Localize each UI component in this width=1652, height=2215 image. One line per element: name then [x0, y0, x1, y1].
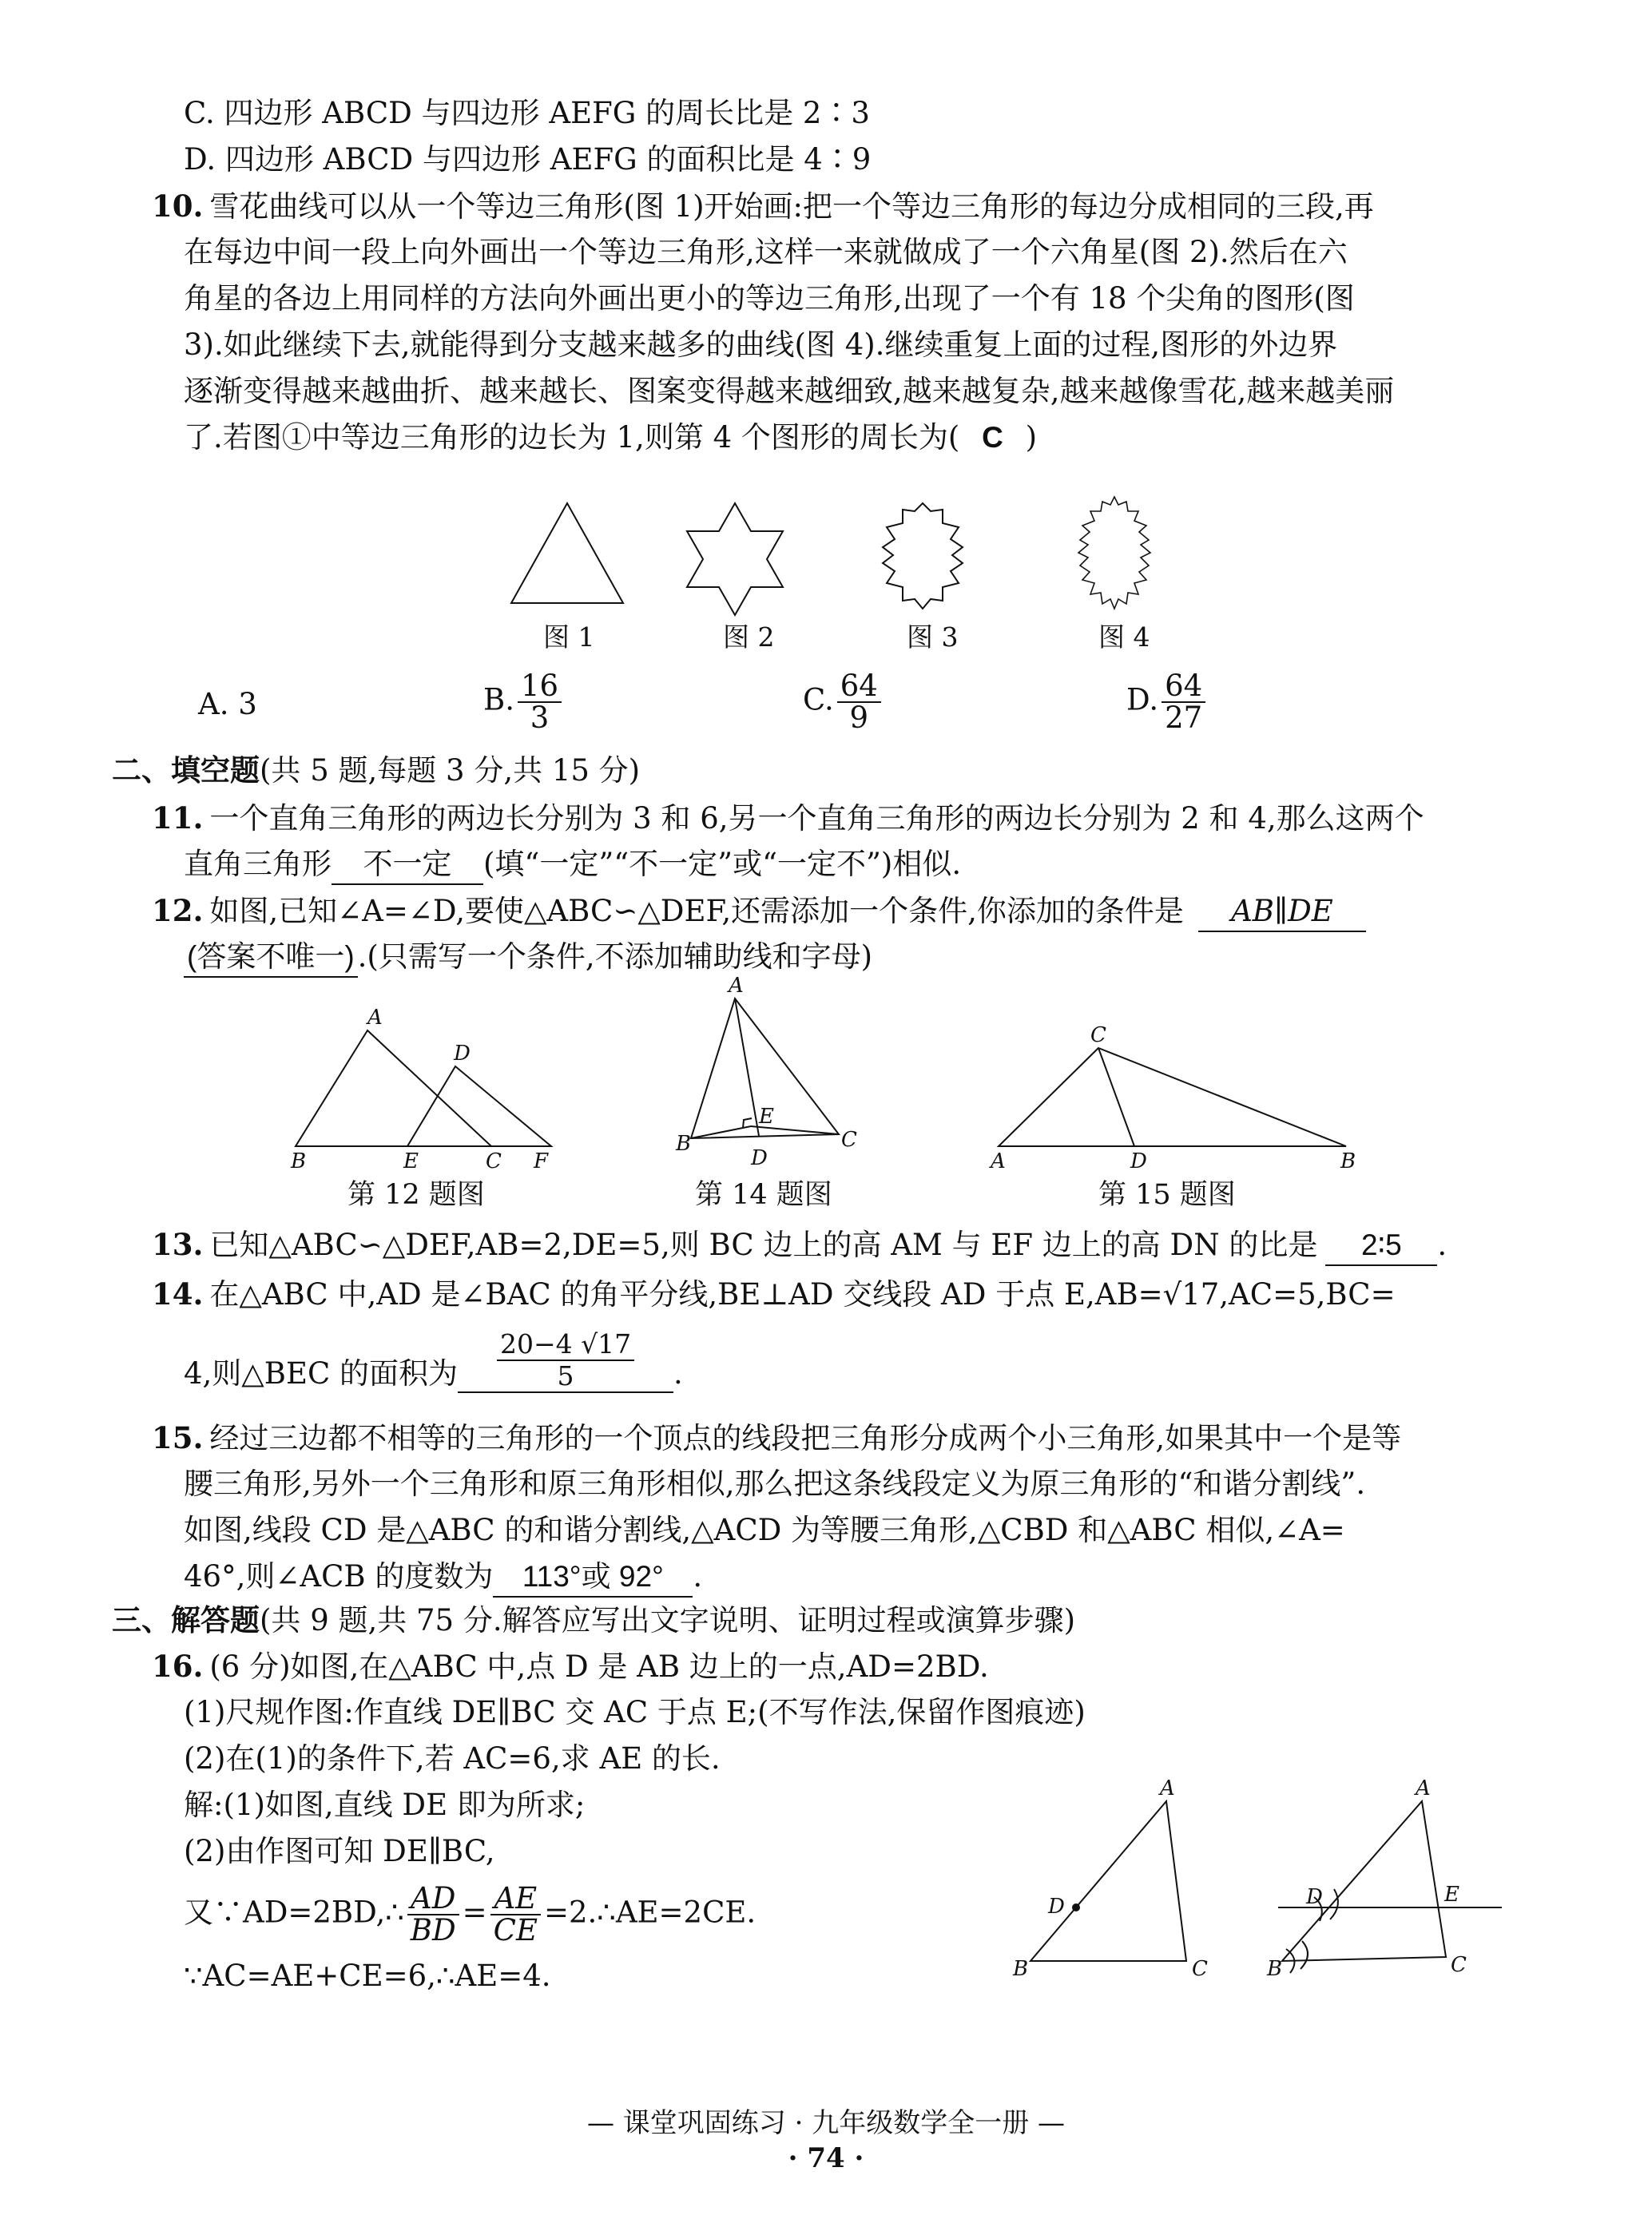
fig14-label-b: B: [676, 1132, 692, 1156]
q16-left-label-c: C: [1192, 1957, 1208, 1981]
q12-text-1: 如图,已知∠A=∠D,要使△ABC∽△DEF,还需添加一个条件,你添加的条件是: [209, 894, 1184, 928]
q16-right-label-d: D: [1306, 1885, 1323, 1909]
fig3-caption: 图 3: [907, 621, 959, 653]
q15-text-4: 46°,则∠ACB 的度数为: [184, 1559, 494, 1594]
q13-answer: 2∶5: [1325, 1226, 1437, 1266]
q10-option-c-label: C.: [803, 682, 834, 717]
fig12-label-c: C: [486, 1149, 502, 1173]
fig12-caption: 第 12 题图: [347, 1179, 485, 1211]
fig15-label-a: A: [991, 1149, 1006, 1173]
q14-line-2: [184, 1329, 683, 1393]
q16-figures: [999, 1777, 1518, 1993]
section-2-heading: [112, 751, 640, 790]
q12-answer-2: (答案不唯一): [184, 938, 358, 978]
q15-text-1: 经过三边都不相等的三角形的一个顶点的线段把三角形分成两个小三角形,如果其中一个是等: [209, 1421, 1402, 1455]
q11-text-2: 直角三角形: [184, 847, 332, 881]
q12-line-2: [184, 938, 872, 978]
q14-answer: [458, 1329, 673, 1393]
q15-line-1: [152, 1419, 1401, 1458]
q11-line-2: [184, 845, 961, 885]
fig15-label-c: C: [1090, 1023, 1106, 1047]
q16-line-2: (1)尺规作图:作直线 DE∥BC 交 AC 于点 E;(不写作法,保留作图痕迹): [184, 1695, 1086, 1729]
q16-solution-2: (2)由作图可知 DE∥BC,: [184, 1834, 495, 1868]
q16-solution-3: [184, 1881, 757, 1947]
fig12-label-e: E: [403, 1149, 419, 1173]
q15-answer: 113°或 92°: [493, 1558, 693, 1598]
fig15-label-b: B: [1340, 1149, 1356, 1173]
q14-suffix: .: [673, 1356, 683, 1391]
fig1-caption: 图 1: [543, 621, 595, 653]
fig4-caption: 图 4: [1098, 621, 1150, 653]
q10-line-2: 在每边中间一段上向外画出一个等边三角形,这样一来就做成了一个六角星(图 2).然后在六: [184, 235, 1348, 269]
q16-line-3: (2)在(1)的条件下,若 AC=6,求 AE 的长.: [184, 1741, 721, 1776]
fig15-caption: 第 15 题图: [1098, 1179, 1236, 1211]
q16-text-1: (6 分)如图,在△ABC 中,点 D 是 AB 边上的一点,AD=2BD.: [209, 1649, 989, 1684]
q14-answer-num: 20−4 √17: [497, 1329, 634, 1361]
q10-line-6: [184, 419, 1037, 457]
fig4-koch: [1078, 497, 1150, 609]
fig14-label-c: C: [841, 1128, 857, 1152]
q11-number: 11.: [152, 800, 204, 836]
q10-option-b-label: B.: [483, 682, 514, 717]
fig12-label-a: A: [367, 1006, 383, 1030]
q16-left-label-d: D: [1048, 1895, 1065, 1919]
q13-number: 13.: [152, 1227, 204, 1262]
q16-solution-4: ∵AC=AE+CE=6,∴AE=4.: [184, 1959, 551, 1993]
q10-option-c-den: 9: [849, 701, 869, 735]
fig14-label-a: A: [729, 975, 744, 998]
fig12-label-d: D: [454, 1042, 471, 1066]
q10-line-1: [152, 187, 1374, 226]
footer-book-title: — 课堂巩固练习 · 九年级数学全一册 —: [586, 2107, 1066, 2139]
q15-line-2: 腰三角形,另外一个三角形和原三角形相似,那么把这条线段定义为原三角形的“和谐分割线”.: [184, 1467, 1366, 1501]
q16-left-label-b: B: [1013, 1957, 1029, 1981]
fig2-caption: 图 2: [723, 621, 775, 653]
q14-line-1: [152, 1275, 1396, 1314]
fig14-label-e: E: [759, 1105, 774, 1129]
q14-text-2: 4,则△BEC 的面积为: [184, 1356, 459, 1391]
fig14-label-d: D: [751, 1146, 768, 1170]
fig14-caption: 第 14 题图: [695, 1179, 832, 1211]
section-2-note: (共 5 题,每题 3 分,共 15 分): [260, 753, 641, 788]
figures-row: [272, 975, 1390, 1174]
q10-option-d-label: D.: [1126, 682, 1159, 717]
section-3-note: (共 9 题,共 75 分.解答应写出文字说明、证明过程或演算步骤): [260, 1603, 1076, 1637]
q16-right-label-c: C: [1451, 1953, 1467, 1977]
q16-right-label-e: E: [1444, 1883, 1459, 1907]
q10-line-3: 角星的各边上用同样的方法向外画出更小的等边三角形,出现了一个有 18 个尖角的图形(图: [184, 281, 1355, 316]
q13-line: [152, 1225, 1447, 1266]
q12-answer-1: AB∥DE: [1198, 892, 1366, 932]
q10-option-d-num: 64: [1162, 671, 1205, 703]
q16-sol3-prefix: 又∵AD=2BD,∴: [184, 1895, 404, 1930]
q16-solution-1: 解:(1)如图,直线 DE 即为所求;: [184, 1788, 586, 1822]
q10-option-d-den: 27: [1165, 701, 1203, 735]
q10-option-c-num: 64: [837, 671, 881, 703]
fig12-label-f: F: [534, 1149, 549, 1173]
q16-right-label-b: B: [1267, 1957, 1283, 1981]
q16-number: 16.: [152, 1649, 204, 1684]
q12-number: 12.: [152, 893, 204, 928]
q11-text-3: (填“一定”“不一定”或“一定不”)相似.: [483, 847, 962, 881]
q10-line-5: 逐渐变得越来越曲折、越来越长、图案变得越来越细致,越来越复杂,越来越像雪花,越来越美丽: [184, 374, 1395, 408]
page-number: · 74 ·: [788, 2142, 864, 2174]
q16-frac1-num: AD: [407, 1884, 459, 1915]
q12-text-2: .(只需写一个条件,不添加辅助线和字母): [357, 939, 873, 974]
q10-text-1: 雪花曲线可以从一个等边三角形(图 1)开始画:把一个等边三角形的每边分成相同的三段,再: [209, 189, 1374, 224]
fig12: [296, 1030, 551, 1146]
fig15: [999, 1048, 1346, 1146]
q11-answer: 不一定: [332, 845, 483, 885]
q15-suffix: .: [693, 1559, 703, 1594]
fig3-koch: [883, 503, 963, 609]
q10-option-d: [1126, 671, 1209, 733]
q9-option-c: C. 四边形 ABCD 与四边形 AEFG 的周长比是 2∶3: [184, 96, 870, 130]
q16-sol3-suffix: =2.∴AE=2CE.: [543, 1895, 757, 1930]
q10-option-b-num: 16: [518, 671, 562, 703]
q9-option-d: D. 四边形 ABCD 与四边形 AEFG 的面积比是 4∶9: [184, 142, 872, 177]
q10-option-b: [483, 671, 565, 733]
q10-last-text: 了.若图①中等边三角形的边长为 1,则第 4 个图形的周长为(: [184, 420, 960, 455]
q13-text: 已知△ABC∽△DEF,AB=2,DE=5,则 BC 边上的高 AM 与 EF 边上的高 DN 的比是: [209, 1228, 1318, 1262]
q11-text-1: 一个直角三角形的两边长分别为 3 和 6,另一个直角三角形的两边长分别为 2 和 4,那么这两个: [209, 801, 1424, 836]
q16-left-label-a: A: [1160, 1777, 1175, 1800]
q10-number: 10.: [152, 189, 204, 224]
q10-option-b-den: 3: [530, 701, 550, 735]
q16-equals: =: [462, 1895, 487, 1930]
q12-line-1: [152, 891, 1366, 932]
q10-line-4: 3).如此继续下去,就能得到分支越来越多的曲线(图 4).继续重复上面的过程,图形的外边界: [184, 327, 1338, 362]
fig1-triangle: [511, 503, 623, 603]
q14-answer-den: 5: [557, 1360, 574, 1391]
q16-fig-left: [1031, 1801, 1186, 1961]
q11-line-1: [152, 799, 1424, 838]
fig15-label-d: D: [1130, 1149, 1147, 1173]
fig2-star: [687, 503, 783, 615]
q13-suffix: .: [1437, 1228, 1447, 1262]
q16-right-label-a: A: [1416, 1777, 1431, 1800]
q15-line-3: 如图,线段 CD 是△ABC 的和谐分割线,△ACD 为等腰三角形,△CBD 和△ABC 相似,∠A=: [184, 1513, 1345, 1547]
section-3-title: 三、解答题: [112, 1602, 260, 1637]
q16-line-1: [152, 1647, 989, 1686]
q16-frac1-den: BD: [410, 1913, 456, 1947]
q14-text-1: 在△ABC 中,AD 是∠BAC 的角平分线,BE⊥AD 交线段 AD 于点 E,AB=√17,AC=5,BC=: [209, 1277, 1396, 1312]
q14-number: 14.: [152, 1276, 204, 1312]
fig12-label-b: B: [291, 1149, 307, 1173]
q16-frac2-num: AE: [490, 1884, 541, 1915]
q16-frac2-den: CE: [493, 1913, 538, 1947]
section-3-heading: [112, 1601, 1075, 1640]
q15-number: 15.: [152, 1420, 204, 1455]
q15-line-4: [184, 1558, 702, 1598]
q10-option-c: [803, 671, 884, 733]
q10-option-a: A. 3: [198, 687, 257, 721]
q16-fig-left-point-d: [1072, 1903, 1080, 1911]
section-2-title: 二、填空题: [112, 752, 260, 788]
q10-close-paren: ): [1025, 420, 1038, 455]
q10-answer: C: [982, 421, 1003, 454]
